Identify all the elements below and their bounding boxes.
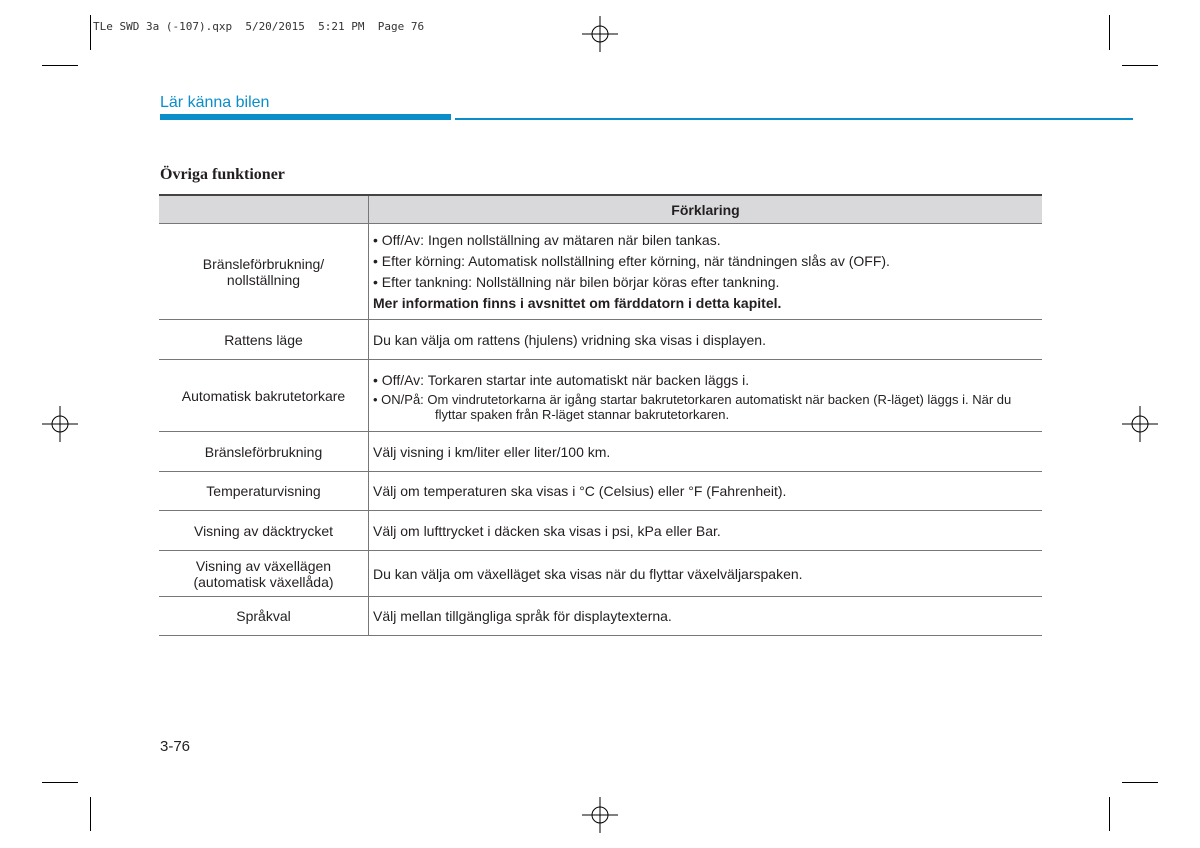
crop-mark (1122, 782, 1158, 783)
row-explanation (369, 360, 1043, 432)
registration-mark-icon (582, 797, 618, 833)
section-title: Lär känna bilen (160, 94, 270, 111)
row-explanation: Välj visning i km/liter eller liter/100 km. (369, 432, 1043, 472)
row-explanation (369, 224, 1043, 320)
table-row (159, 597, 1042, 636)
row-label: Rattens läge (159, 320, 369, 360)
section-rule-thick (160, 114, 451, 120)
bullet-line: • ON/På: Om vindrutetorkarna är igång startar bakrutetorkaren automatiskt när backen (R-läget) läggs i. När du flyttar spaken från R-läget stannar bakrutetorkaren. (373, 391, 1012, 422)
row-label: Automatisk bakrutetorkare (159, 360, 369, 432)
crop-mark (42, 65, 78, 66)
table-row (159, 472, 1042, 511)
page-number: 3-76 (160, 738, 191, 755)
crop-mark (1109, 15, 1110, 50)
registration-mark-icon (1122, 406, 1158, 442)
crop-mark (42, 782, 78, 783)
table-header-row (159, 195, 1042, 224)
table-row (159, 320, 1042, 360)
crop-mark (1109, 797, 1110, 831)
row-label (159, 224, 369, 320)
table-row (159, 511, 1042, 551)
row-label-line: Bränsleförbrukning/ (202, 255, 325, 272)
crop-mark (90, 797, 91, 831)
row-explanation: Du kan välja om rattens (hjulens) vridning ska visas i displayen. (369, 320, 1043, 360)
section-rule-thin (455, 118, 1133, 120)
row-label (159, 551, 369, 597)
crop-mark (1122, 65, 1158, 66)
row-label: Temperaturvisning (159, 472, 369, 511)
bullet-line: • Off/Av: Ingen nollställning av mätaren när bilen tankas. (373, 231, 721, 248)
row-label-line: (automatisk växellåda) (193, 573, 334, 590)
registration-mark-icon (582, 16, 618, 52)
row-explanation: Du kan välja om växelläget ska visas när du flyttar växelväljarspaken. (369, 551, 1043, 597)
table-row (159, 432, 1042, 472)
bullet-line: • Efter tankning: Nollställning när bilen börjar köras efter tankning. (373, 273, 780, 290)
row-label: Visning av däcktrycket (159, 511, 369, 551)
table-row (159, 551, 1042, 597)
crop-mark (90, 15, 91, 50)
print-header: TLe SWD 3a (-107).qxp 5/20/2015 5:21 PM Page 76 (93, 20, 425, 33)
table-row (159, 224, 1042, 320)
bullet-line: • Off/Av: Torkaren startar inte automatiskt när backen läggs i. (373, 371, 750, 388)
sub-heading: Övriga funktioner (160, 166, 285, 183)
bullet-line: • Efter körning: Automatisk nollställning efter körning, när tändningen slås av (OFF). (373, 252, 890, 269)
table-header-explanation: Förklaring (369, 195, 1043, 224)
row-label-line: Visning av växellägen (195, 557, 332, 574)
row-label: Språkval (159, 597, 369, 636)
row-explanation: Välj om temperaturen ska visas i °C (Celsius) eller °F (Fahrenheit). (369, 472, 1043, 511)
row-label: Bränsleförbrukning (159, 432, 369, 472)
functions-table (159, 194, 1042, 636)
row-explanation: Välj mellan tillgängliga språk för displaytexterna. (369, 597, 1043, 636)
row-explanation: Välj om lufttrycket i däcken ska visas i psi, kPa eller Bar. (369, 511, 1043, 551)
table-header-item (159, 195, 369, 224)
registration-mark-icon (42, 406, 78, 442)
row-label-line: nollställning (226, 271, 301, 288)
table-row (159, 360, 1042, 432)
note-line: Mer information finns i avsnittet om färddatorn i detta kapitel. (373, 294, 782, 311)
